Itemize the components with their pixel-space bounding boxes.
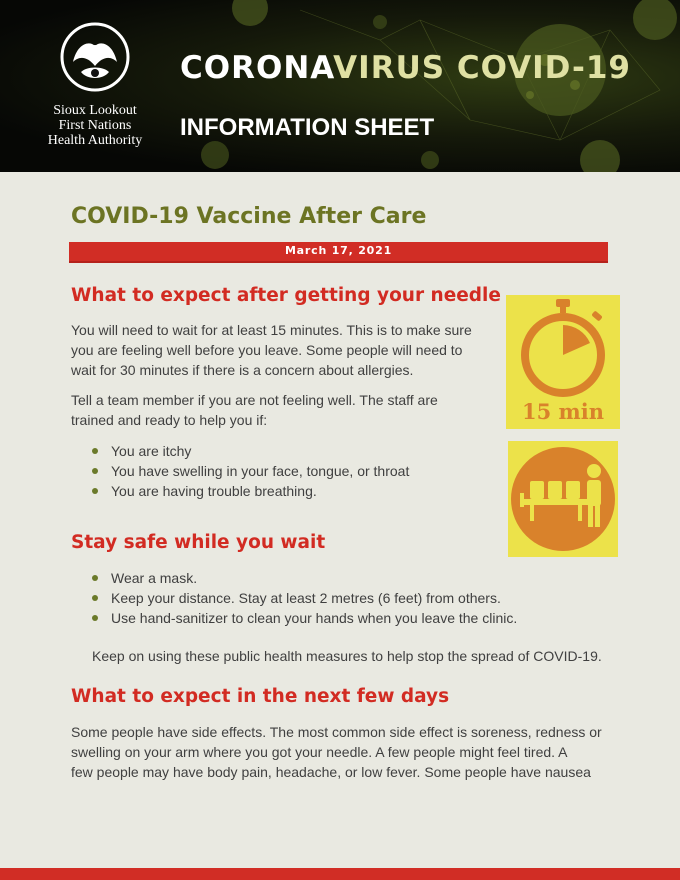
document-title: COVID-19 Vaccine After Care (71, 204, 427, 229)
org-line-3: Health Authority (47, 133, 143, 148)
sloha-emblem-icon (55, 22, 135, 92)
text-line: wait for 30 minutes if there is a concern about allergies. (71, 362, 414, 378)
section1-paragraph-tell (71, 390, 491, 430)
list-item: You are having trouble breathing. (90, 481, 409, 501)
text-line: You will need to wait for at least 15 minutes. This is to make sure (71, 322, 472, 338)
list-item: Wear a mask. (90, 568, 517, 588)
text-line: swelling on your arm where you got your needle. A few people might feel tired. A (71, 744, 568, 760)
date-bar (69, 242, 608, 263)
safety-list (90, 568, 517, 628)
banner-title-corona: CORONA (180, 50, 334, 86)
stopwatch-icon (506, 295, 620, 399)
text-line: trained and ready to help you if: (71, 412, 268, 428)
banner-title-virus: VIRUS COVID-19 (333, 50, 631, 86)
organization-logo (30, 22, 160, 148)
section-heading-next-days: What to expect in the next few days (71, 686, 450, 707)
organization-name (30, 103, 160, 148)
header-banner (0, 0, 680, 172)
section-heading-after-needle: What to expect after getting your needle (71, 285, 501, 306)
org-line-2: First Nations (58, 118, 132, 133)
wait-time-label: 15 min (521, 399, 604, 424)
document-date: March 17, 2021 (284, 244, 393, 257)
text-line: Tell a team member if you are not feeling well. The staff are (71, 392, 438, 408)
text-line: few people may have body pain, headache, or low fever. Some people have nausea (71, 764, 591, 780)
symptom-list (90, 441, 409, 501)
list-item: Keep your distance. Stay at least 2 metres (6 feet) from others. (90, 588, 517, 608)
banner-subtitle: INFORMATION SHEET (180, 114, 435, 141)
waiting-room-icon (508, 441, 618, 557)
list-item: Use hand-sanitizer to clean your hands when you leave the clinic. (90, 608, 517, 628)
stopwatch-icon-box (506, 295, 620, 429)
section-heading-stay-safe: Stay safe while you wait (71, 532, 326, 553)
section1-paragraph-wait (71, 320, 491, 380)
list-item: You are itchy (90, 441, 409, 461)
banner-title (180, 50, 631, 86)
public-health-note: Keep on using these public health measures to help stop the spread of COVID-19. (92, 648, 602, 664)
org-line-1: Sioux Lookout (53, 103, 137, 118)
footer-bar (0, 868, 680, 880)
waiting-room-icon-box (508, 441, 618, 557)
text-line: you are feeling well before you leave. Some people will need to (71, 342, 463, 358)
text-line: Some people have side effects. The most common side effect is soreness, redness or (71, 724, 602, 740)
list-item: You have swelling in your face, tongue, or throat (90, 461, 409, 481)
side-effects-paragraph (71, 722, 631, 782)
